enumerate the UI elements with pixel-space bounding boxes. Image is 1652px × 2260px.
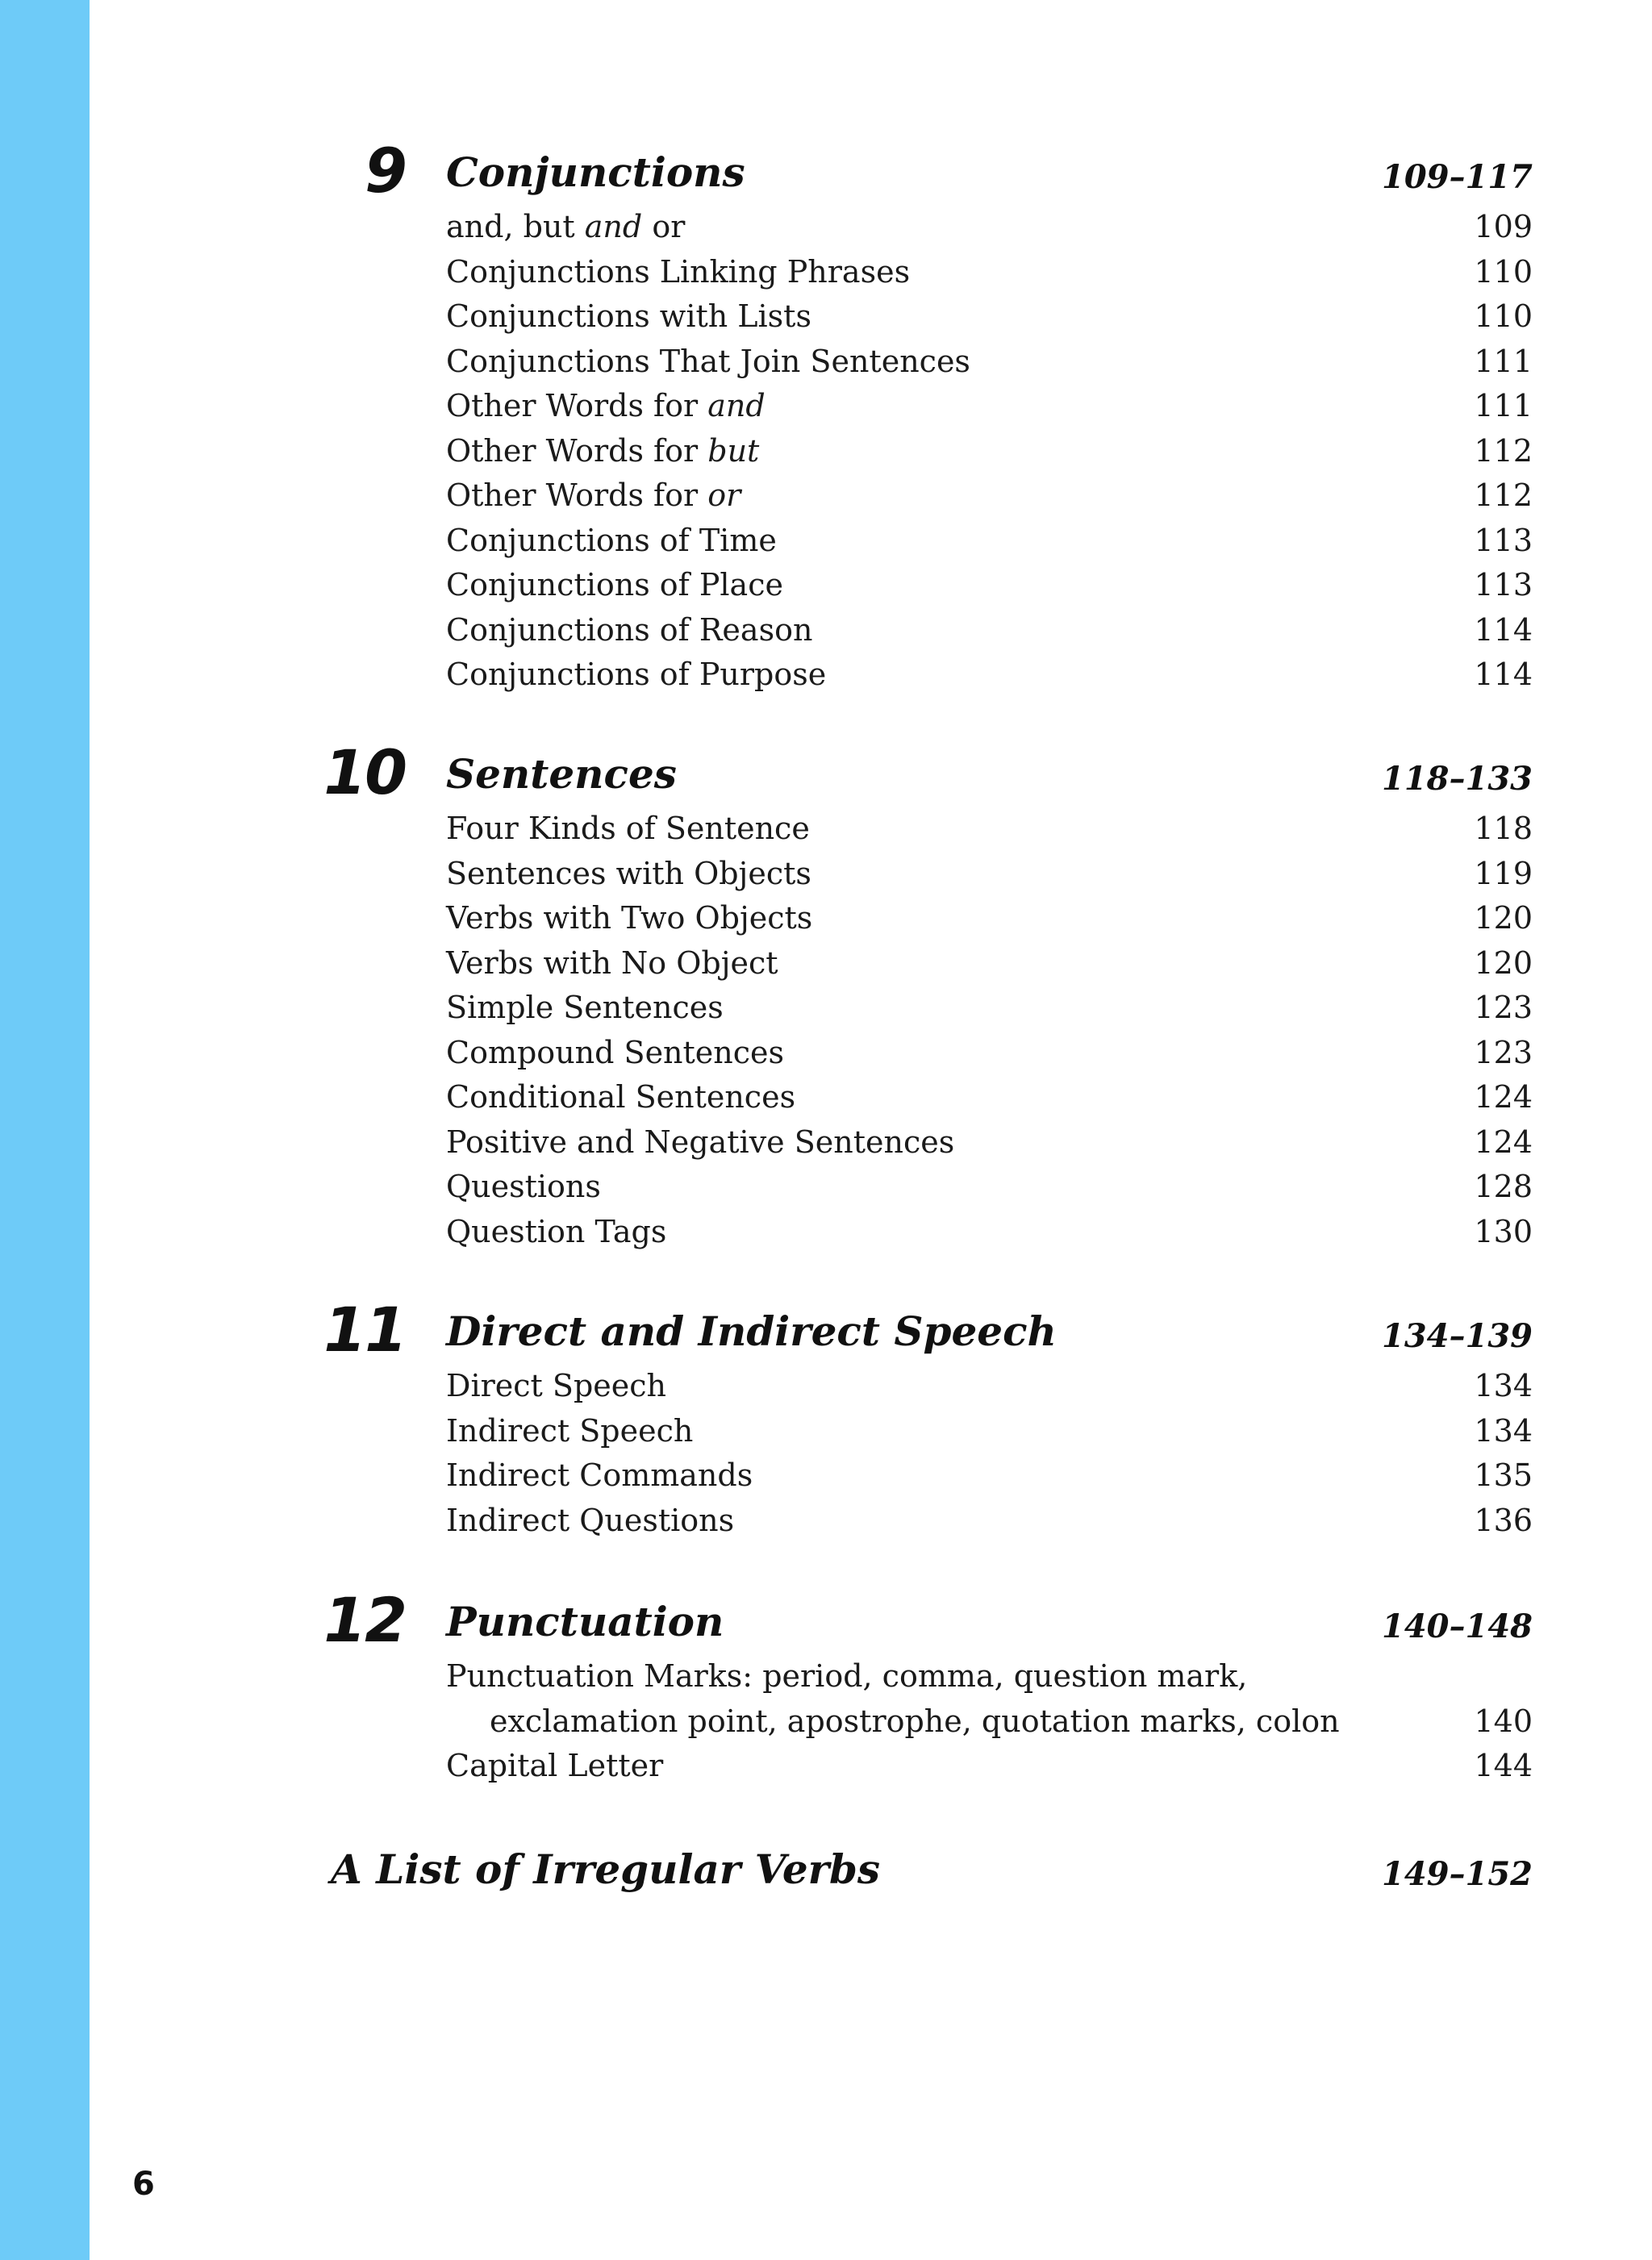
toc-entry-title xyxy=(446,1499,734,1544)
toc-entry-page: 111 xyxy=(1474,343,1533,379)
toc-entry-title xyxy=(446,807,810,852)
toc-entry-page: 112 xyxy=(1474,477,1533,513)
chapter-entries xyxy=(0,1364,1652,1543)
entry-title-italic: or xyxy=(707,477,741,513)
chapter-title: Punctuation xyxy=(446,1598,724,1645)
toc-entry xyxy=(0,1210,1652,1255)
chapter-entries xyxy=(0,1654,1652,1789)
toc-entry-page: 136 xyxy=(1474,1502,1533,1538)
toc-entry-page: 119 xyxy=(1474,855,1533,891)
chapter-entries xyxy=(0,205,1652,698)
entry-title-text: Punctuation Marks: period, comma, question mark, xyxy=(446,1658,1248,1694)
toc-entry xyxy=(0,1499,1652,1544)
entry-title-text: Conjunctions of Time xyxy=(446,522,777,558)
toc-entry-page: 140 xyxy=(1474,1703,1533,1739)
chapter-9 xyxy=(0,137,1652,698)
chapter-title: Sentences xyxy=(446,750,677,798)
toc-entry-page: 113 xyxy=(1474,522,1533,558)
toc-entry-title xyxy=(446,941,778,986)
entry-title-text: Indirect Commands xyxy=(446,1457,753,1493)
toc-entry xyxy=(0,1654,1652,1699)
toc-entry xyxy=(0,1699,1652,1745)
toc-entry-title xyxy=(446,896,812,941)
toc-entry-title xyxy=(446,1744,663,1789)
toc-entry-title xyxy=(446,653,826,698)
entry-title-text: Conjunctions of Purpose xyxy=(446,657,827,692)
chapter-12 xyxy=(0,1584,1652,1789)
chapter-page-range: 118–133 xyxy=(1382,760,1533,798)
toc-entry xyxy=(0,250,1652,295)
toc-entry xyxy=(0,384,1652,429)
toc-entry xyxy=(0,807,1652,852)
entry-title-text: Sentences with Objects xyxy=(446,855,811,891)
toc-entry xyxy=(0,519,1652,564)
toc-entry-title xyxy=(446,1210,666,1255)
toc-entry xyxy=(0,1409,1652,1454)
toc-entry-page: 123 xyxy=(1474,1034,1533,1070)
entry-title-text: Capital Letter xyxy=(446,1748,664,1783)
toc-entry-page: 111 xyxy=(1474,388,1533,423)
chapter-heading xyxy=(0,1296,1652,1364)
appendix-entry xyxy=(0,1844,1652,1900)
toc-entry xyxy=(0,1453,1652,1499)
chapter-number: 11 xyxy=(323,1294,406,1366)
chapter-heading xyxy=(0,1584,1652,1656)
chapter-10 xyxy=(0,736,1652,1254)
chapter-11 xyxy=(0,1296,1652,1543)
toc-entry xyxy=(0,205,1652,250)
chapter-entries xyxy=(0,807,1652,1254)
entry-title-italic: and xyxy=(707,388,766,423)
toc-entry-title xyxy=(490,1699,1340,1745)
toc-entry xyxy=(0,1744,1652,1789)
chapter-page-range: 140–148 xyxy=(1382,1607,1533,1645)
toc-entry-title xyxy=(446,1453,753,1499)
entry-title-text: Conjunctions Linking Phrases xyxy=(446,253,911,290)
chapter-title: Conjunctions xyxy=(446,148,745,196)
entry-title-text: Positive and Negative Sentences xyxy=(446,1124,955,1160)
toc-entry xyxy=(0,852,1652,897)
entry-title-text: Other Words for xyxy=(446,388,708,423)
toc-entry xyxy=(0,473,1652,519)
toc-entry-page: 134 xyxy=(1474,1412,1533,1449)
entry-title-text: Verbs with No Object xyxy=(446,944,778,981)
toc-entry-title xyxy=(446,340,970,385)
toc-entry xyxy=(0,1075,1652,1120)
entry-title-italic: and xyxy=(584,209,643,244)
toc-entry-title xyxy=(446,1075,795,1120)
toc-entry xyxy=(0,986,1652,1031)
toc-entry-page: 114 xyxy=(1474,611,1533,648)
toc-entry-title xyxy=(446,519,777,564)
chapter-title: Direct and Indirect Speech xyxy=(446,1307,1057,1355)
toc-entry-page: 135 xyxy=(1474,1457,1533,1493)
toc-entry xyxy=(0,1120,1652,1165)
toc-entry-page: 114 xyxy=(1474,657,1533,692)
toc-entry xyxy=(0,563,1652,608)
chapter-number: 10 xyxy=(323,736,406,808)
toc-entry-title xyxy=(446,1654,1247,1699)
chapter-page-range: 109–117 xyxy=(1382,158,1533,196)
toc-entry xyxy=(0,294,1652,340)
toc-entry-page: 123 xyxy=(1474,990,1533,1025)
toc-entry-title xyxy=(446,1120,954,1165)
entry-title-text: Other Words for xyxy=(446,477,708,513)
toc-entry-title xyxy=(446,986,724,1031)
toc-entry-page: 134 xyxy=(1474,1368,1533,1403)
toc-entry-page: 109 xyxy=(1474,209,1533,244)
entry-title-text: Conjunctions That Join Sentences xyxy=(446,343,970,379)
entry-title-text: Compound Sentences xyxy=(446,1034,785,1070)
entry-title-text: Direct Speech xyxy=(446,1368,666,1403)
entry-title-text: Question Tags xyxy=(446,1213,667,1249)
page-number: 6 xyxy=(132,2166,155,2203)
toc-entry-title xyxy=(446,1409,693,1454)
toc-entry-title xyxy=(446,1165,601,1210)
toc-entry-title xyxy=(446,1031,784,1076)
toc-entry-title xyxy=(446,1364,666,1409)
chapter-heading xyxy=(0,736,1652,808)
entry-title-text: Simple Sentences xyxy=(446,990,724,1025)
entry-title-text: Indirect Speech xyxy=(446,1412,694,1449)
toc-entry-title xyxy=(446,852,811,897)
toc-entry-page: 112 xyxy=(1474,432,1533,469)
toc-entry-title xyxy=(446,429,759,474)
toc-entry xyxy=(0,429,1652,474)
entry-title-text: Conditional Sentences xyxy=(446,1079,796,1115)
entry-title-text-end: or xyxy=(642,209,686,244)
toc-entry-page: 118 xyxy=(1474,811,1533,846)
entry-title-text: Indirect Questions xyxy=(446,1502,735,1538)
toc-entry-page: 120 xyxy=(1474,944,1533,981)
toc-entry xyxy=(0,1031,1652,1076)
entry-title-text: Verbs with Two Objects xyxy=(446,900,813,936)
entry-title-text: Conjunctions with Lists xyxy=(446,298,811,334)
chapter-number: 12 xyxy=(323,1584,406,1656)
toc-entry-page: 113 xyxy=(1474,567,1533,603)
toc-entry-page: 124 xyxy=(1474,1124,1533,1160)
toc-entry xyxy=(0,653,1652,698)
toc-entry-page: 144 xyxy=(1474,1748,1533,1783)
toc-entry-page: 110 xyxy=(1474,253,1533,290)
entry-title-text: exclamation point, apostrophe, quotation marks, colon xyxy=(490,1703,1340,1739)
toc-entry xyxy=(0,340,1652,385)
toc-entry-title xyxy=(446,608,812,653)
toc-entry-title xyxy=(446,250,910,295)
toc-entry-page: 130 xyxy=(1474,1213,1533,1249)
entry-title-text: Four Kinds of Sentence xyxy=(446,811,810,846)
toc-entry-page: 120 xyxy=(1474,900,1533,936)
toc-entry-title xyxy=(446,473,740,519)
entry-title-text: Questions xyxy=(446,1169,601,1204)
entry-title-italic: but xyxy=(707,432,760,469)
entry-title-text: Conjunctions of Reason xyxy=(446,611,813,648)
toc-entry-title xyxy=(446,205,685,250)
toc-entry xyxy=(0,1165,1652,1210)
toc-entry-title xyxy=(446,563,783,608)
chapter-heading xyxy=(0,137,1652,205)
toc-entry xyxy=(0,941,1652,986)
toc-entry-title xyxy=(446,384,766,429)
toc-entry-page: 110 xyxy=(1474,298,1533,334)
toc-entry xyxy=(0,1364,1652,1409)
appendix-page-range: 149–152 xyxy=(1382,1855,1533,1893)
toc-entry xyxy=(0,608,1652,653)
chapter-number: 9 xyxy=(365,135,406,206)
appendix-title: A List of Irregular Verbs xyxy=(331,1845,881,1893)
chapter-page-range: 134–139 xyxy=(1382,1317,1533,1355)
entry-title-text: Other Words for xyxy=(446,432,708,469)
entry-title-text: and, but xyxy=(446,209,585,244)
entry-title-text: Conjunctions of Place xyxy=(446,567,783,603)
toc-entry-title xyxy=(446,294,811,340)
toc-entry-page: 124 xyxy=(1474,1079,1533,1115)
toc-entry-page: 128 xyxy=(1474,1169,1533,1204)
toc-entry xyxy=(0,896,1652,941)
